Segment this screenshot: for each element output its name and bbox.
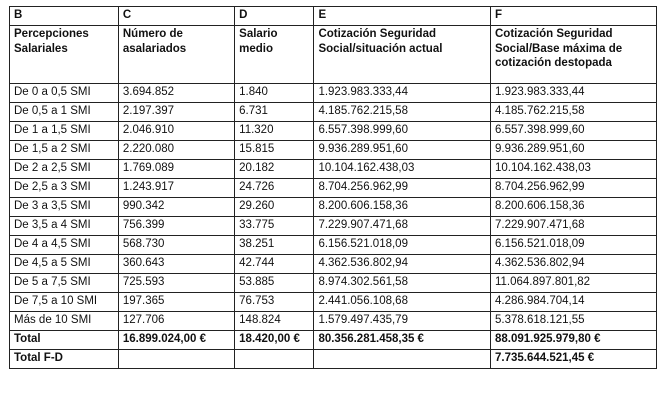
table-row xyxy=(10,217,657,236)
table-cell: 80.356.281.458,35 € xyxy=(314,331,491,350)
table-cell: De 3 a 3,5 SMI xyxy=(10,198,119,217)
table-cell: 9.936.289.951,60 xyxy=(314,141,491,160)
table-cell: De 0,5 a 1 SMI xyxy=(10,103,119,122)
table-cell: 1.769.089 xyxy=(118,160,234,179)
column-letter-row xyxy=(10,7,657,26)
column-letter: C xyxy=(118,7,234,26)
table-cell: 2.197.397 xyxy=(118,103,234,122)
table-row xyxy=(10,198,657,217)
column-letter: D xyxy=(235,7,314,26)
table-cell: 8.704.256.962,99 xyxy=(314,179,491,198)
table-row xyxy=(10,160,657,179)
table-cell: 10.104.162.438,03 xyxy=(490,160,656,179)
column-header: Número de asalariados xyxy=(118,26,234,84)
table-cell: 1.923.983.333,44 xyxy=(490,84,656,103)
table-cell: 8.200.606.158,36 xyxy=(490,198,656,217)
table-cell: 197.365 xyxy=(118,293,234,312)
table-cell: 6.731 xyxy=(235,103,314,122)
table-cell: 2.441.056.108,68 xyxy=(314,293,491,312)
table-cell: Total F-D xyxy=(10,350,119,369)
table-cell xyxy=(118,350,234,369)
table-cell: 5.378.618.121,55 xyxy=(490,312,656,331)
table-cell: 42.744 xyxy=(235,255,314,274)
table-cell: 756.399 xyxy=(118,217,234,236)
table-container xyxy=(9,6,657,369)
table-cell: 6.156.521.018,09 xyxy=(490,236,656,255)
table-cell: 4.185.762.215,58 xyxy=(490,103,656,122)
table-cell xyxy=(235,350,314,369)
table-cell: 9.936.289.951,60 xyxy=(490,141,656,160)
table-cell: De 3,5 a 4 SMI xyxy=(10,217,119,236)
table-row xyxy=(10,312,657,331)
table-cell: 11.064.897.801,82 xyxy=(490,274,656,293)
table-cell: 20.182 xyxy=(235,160,314,179)
table-row xyxy=(10,274,657,293)
table-cell: 7.229.907.471,68 xyxy=(490,217,656,236)
table-cell: 6.557.398.999,60 xyxy=(314,122,491,141)
table-cell: 24.726 xyxy=(235,179,314,198)
table-cell: 990.342 xyxy=(118,198,234,217)
salary-contribution-table xyxy=(9,6,657,369)
total-row xyxy=(10,331,657,350)
table-cell xyxy=(314,350,491,369)
table-cell: 7.229.907.471,68 xyxy=(314,217,491,236)
total-fd-row xyxy=(10,350,657,369)
column-letter: B xyxy=(10,7,119,26)
table-row xyxy=(10,179,657,198)
table-row xyxy=(10,236,657,255)
table-cell: 127.706 xyxy=(118,312,234,331)
table-cell: 10.104.162.438,03 xyxy=(314,160,491,179)
table-cell: 16.899.024,00 € xyxy=(118,331,234,350)
table-row xyxy=(10,293,657,312)
table-cell: 18.420,00 € xyxy=(235,331,314,350)
table-cell: 2.046.910 xyxy=(118,122,234,141)
table-cell: 1.579.497.435,79 xyxy=(314,312,491,331)
table-cell: 38.251 xyxy=(235,236,314,255)
table-cell: 1.840 xyxy=(235,84,314,103)
table-cell: Más de 10 SMI xyxy=(10,312,119,331)
table-cell: 76.753 xyxy=(235,293,314,312)
table-body xyxy=(10,7,657,369)
table-cell: De 0 a 0,5 SMI xyxy=(10,84,119,103)
table-cell: De 2,5 a 3 SMI xyxy=(10,179,119,198)
table-cell: 1.243.917 xyxy=(118,179,234,198)
table-cell: De 4 a 4,5 SMI xyxy=(10,236,119,255)
table-cell: 568.730 xyxy=(118,236,234,255)
table-cell: 88.091.925.979,80 € xyxy=(490,331,656,350)
table-cell: 8.974.302.561,58 xyxy=(314,274,491,293)
table-cell: 8.200.606.158,36 xyxy=(314,198,491,217)
column-header: Cotización Seguridad Social/Base máxima de cotización destopada xyxy=(490,26,656,84)
table-row xyxy=(10,122,657,141)
table-cell: 53.885 xyxy=(235,274,314,293)
table-cell: De 1,5 a 2 SMI xyxy=(10,141,119,160)
table-cell: 6.156.521.018,09 xyxy=(314,236,491,255)
table-cell: 725.593 xyxy=(118,274,234,293)
table-cell: 15.815 xyxy=(235,141,314,160)
table-cell: 7.735.644.521,45 € xyxy=(490,350,656,369)
table-row xyxy=(10,103,657,122)
table-cell: 4.362.536.802,94 xyxy=(314,255,491,274)
table-cell: 6.557.398.999,60 xyxy=(490,122,656,141)
table-cell: De 2 a 2,5 SMI xyxy=(10,160,119,179)
column-letter: F xyxy=(490,7,656,26)
table-cell: 4.362.536.802,94 xyxy=(490,255,656,274)
table-cell: 360.643 xyxy=(118,255,234,274)
table-cell: 1.923.983.333,44 xyxy=(314,84,491,103)
table-row xyxy=(10,84,657,103)
table-row xyxy=(10,255,657,274)
table-cell: 3.694.852 xyxy=(118,84,234,103)
table-cell: De 5 a 7,5 SMI xyxy=(10,274,119,293)
column-letter: E xyxy=(314,7,491,26)
table-cell: 4.185.762.215,58 xyxy=(314,103,491,122)
table-cell: De 1 a 1,5 SMI xyxy=(10,122,119,141)
column-header-row xyxy=(10,26,657,84)
table-cell: 11.320 xyxy=(235,122,314,141)
table-cell: 33.775 xyxy=(235,217,314,236)
column-header: Salario medio xyxy=(235,26,314,84)
table-cell: 148.824 xyxy=(235,312,314,331)
table-cell: 4.286.984.704,14 xyxy=(490,293,656,312)
table-cell: De 7,5 a 10 SMI xyxy=(10,293,119,312)
table-cell: 2.220.080 xyxy=(118,141,234,160)
table-cell: 8.704.256.962,99 xyxy=(490,179,656,198)
column-header: Cotización Seguridad Social/situación actual xyxy=(314,26,491,84)
table-row xyxy=(10,141,657,160)
column-header: Percepciones Salariales xyxy=(10,26,119,84)
table-cell: De 4,5 a 5 SMI xyxy=(10,255,119,274)
table-cell: Total xyxy=(10,331,119,350)
table-cell: 29.260 xyxy=(235,198,314,217)
